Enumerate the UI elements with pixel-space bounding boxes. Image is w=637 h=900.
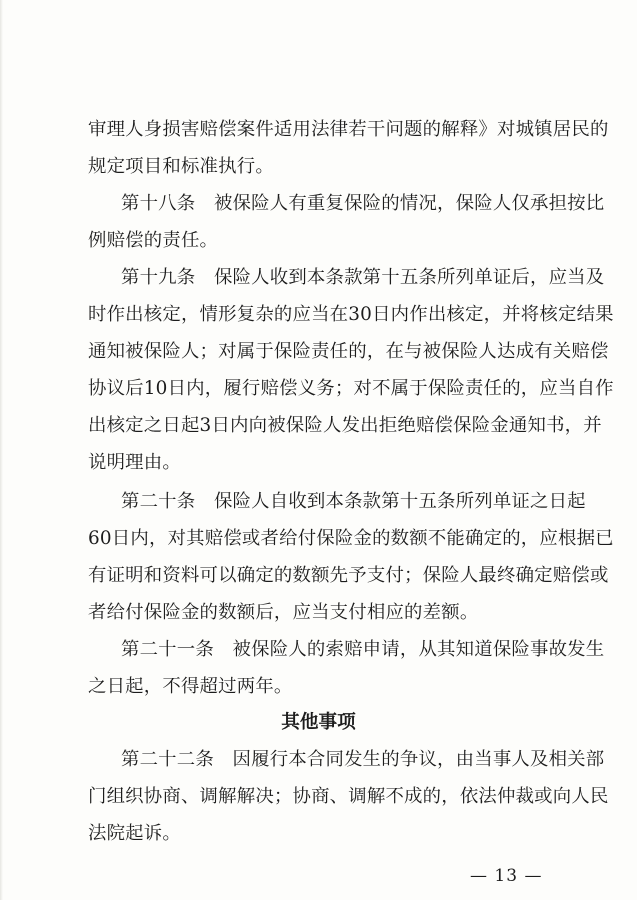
- article-19-line-2: 时作出核定，情形复杂的应当在30日内作出核定，并将核定结果: [88, 304, 614, 325]
- article-22-line-2: 门组织协商、调解解决；协商、调解不成的，依法仲裁或向人民: [88, 786, 609, 807]
- article-20-line-2: 60日内，对其赔偿或者给付保险金的数额不能确定的，应根据已: [88, 528, 614, 549]
- article-19-line-1: 第十九条 保险人收到本条款第十五条所列单证后，应当及: [121, 267, 605, 288]
- article-18-line-1: 第十八条 被保险人有重复保险的情况，保险人仅承担按比: [121, 193, 605, 214]
- article-20-line-3: 有证明和资料可以确定的数额先予支付；保险人最终确定赔偿或: [88, 565, 609, 586]
- article-19-line-4: 协议后10日内，履行赔偿义务；对不属于保险责任的，应当自作: [88, 378, 614, 399]
- article-21-line-2: 之日起，不得超过两年。: [88, 676, 293, 697]
- page-number: — 13 —: [470, 866, 543, 886]
- article-22-line-3: 法院起诉。: [88, 823, 181, 844]
- paragraph-1-line-2: 规定项目和标准执行。: [88, 156, 274, 177]
- article-18-line-2: 例赔偿的责任。: [88, 230, 219, 251]
- section-heading: 其他事项: [281, 712, 356, 733]
- article-21-line-1: 第二十一条 被保险人的索赔申请，从其知道保险事故发生: [121, 639, 605, 660]
- article-20-line-4: 者给付保险金的数额后，应当支付相应的差额。: [88, 602, 479, 623]
- article-20-line-1: 第二十条 保险人自收到本条款第十五条所列单证之日起: [121, 491, 586, 512]
- article-19-line-6: 说明理由。: [88, 452, 181, 473]
- article-22-line-1: 第二十二条 因履行本合同发生的争议，由当事人及相关部: [121, 749, 605, 770]
- article-19-line-5: 出核定之日起3日内向被保险人发出拒绝赔偿保险金通知书，并: [88, 415, 602, 436]
- scan-edge-shadow: [0, 0, 3, 900]
- paragraph-1-line-1: 审理人身损害赔偿案件适用法律若干问题的解释》对城镇居民的: [88, 119, 609, 140]
- article-19-line-3: 通知被保险人；对属于保险责任的，在与被保险人达成有关赔偿: [88, 341, 609, 362]
